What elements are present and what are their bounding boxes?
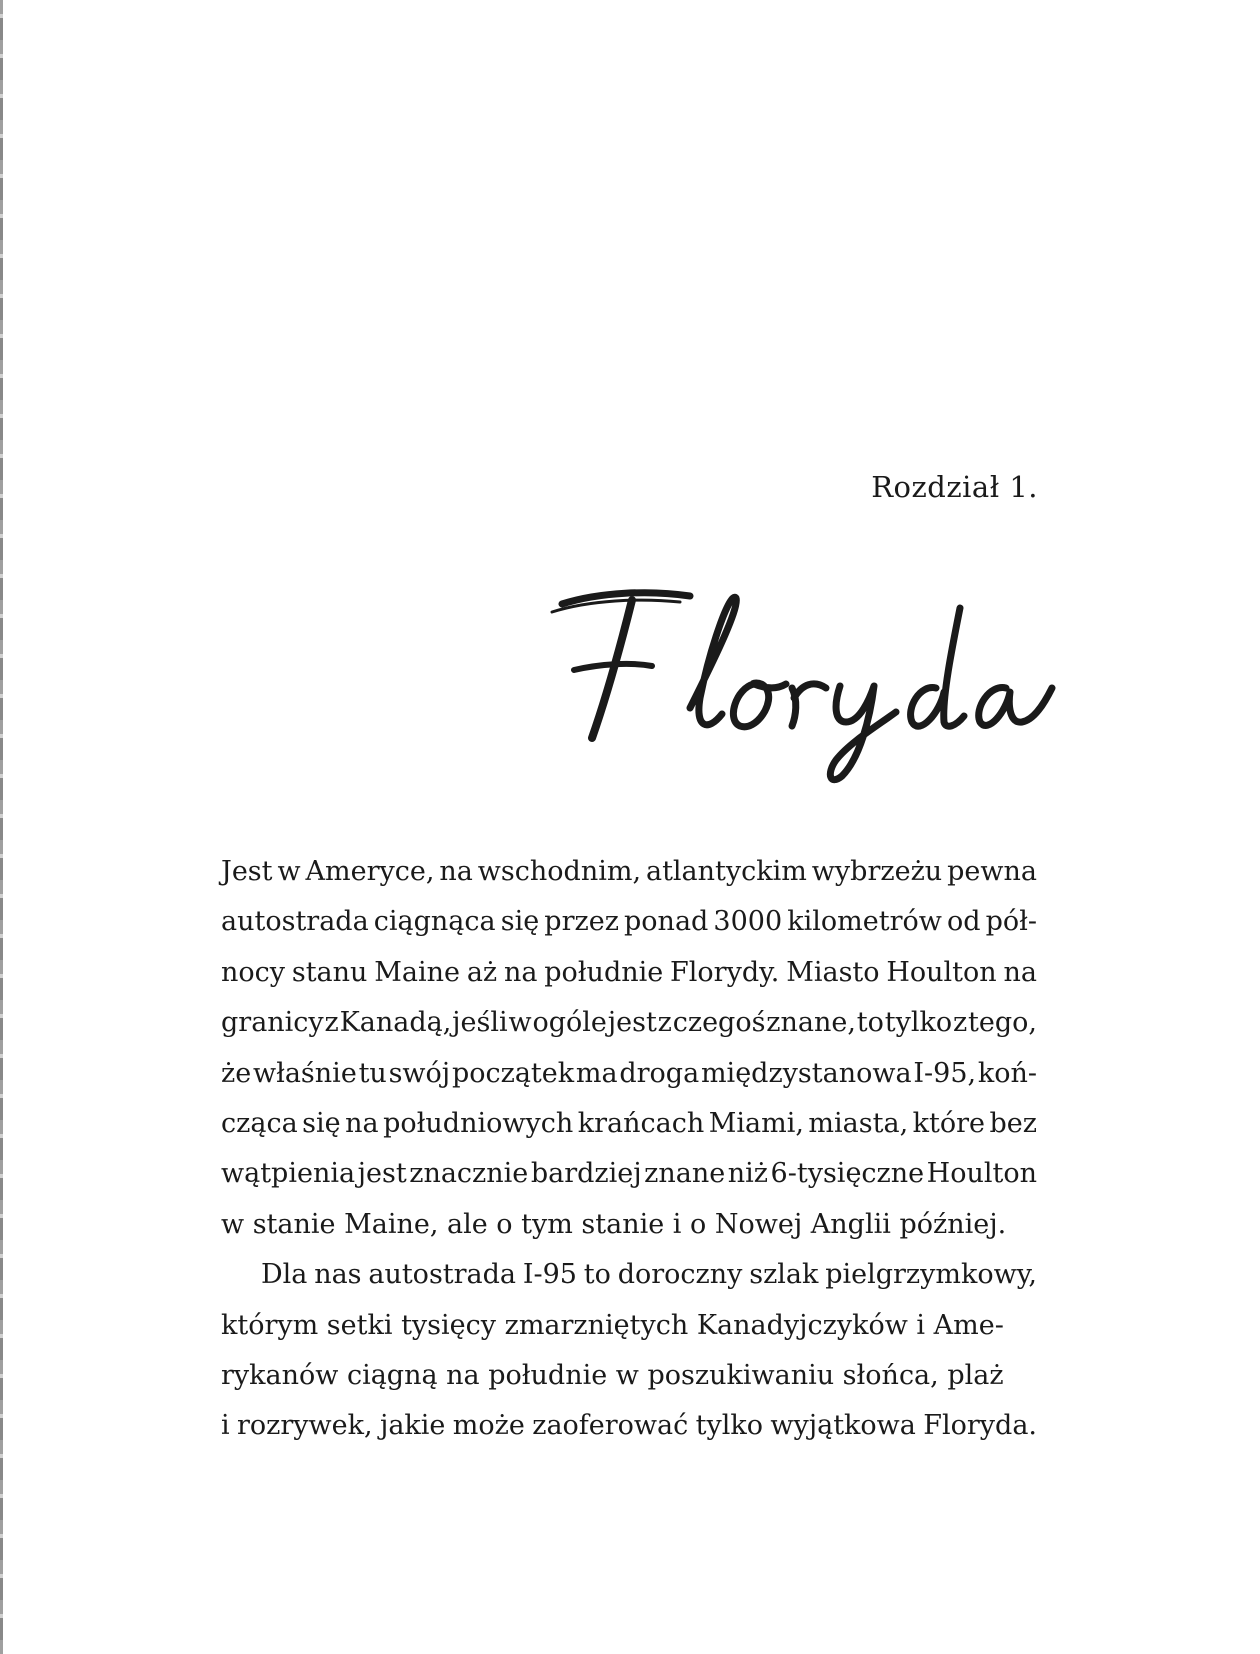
text-line: cząca się na południowych krańcach Miami, miasta, które bez bbox=[221, 1108, 1037, 1140]
paragraph-1 bbox=[221, 847, 1037, 1250]
chapter-title bbox=[540, 588, 1060, 788]
body-text bbox=[221, 847, 1037, 1452]
text-line: nocy stanu Maine aż na południe Florydy. Miasto Houlton na bbox=[221, 956, 1037, 988]
text-line: wątpienia jest znacznie bardziej znane niż 6-tysięczne Houlton bbox=[221, 1158, 1037, 1190]
chapter-number: Rozdział 1. bbox=[871, 470, 1038, 504]
text-line: autostrada ciągnąca się przez ponad 3000 kilometrów od pół- bbox=[221, 906, 1037, 938]
text-line: w stanie Maine, ale o tym stanie i o Nowej Anglii później. bbox=[221, 1208, 1007, 1240]
text-line: granicy z Kanadą, jeśli w ogóle jest z czegoś znane, to tylko z tego, bbox=[221, 1007, 1037, 1039]
text-line: Dla nas autostrada I-95 to doroczny szlak pielgrzymkowy, bbox=[261, 1259, 1037, 1291]
text-line: i rozrywek, jakie może zaoferować tylko wyjątkowa Floryda. bbox=[221, 1410, 1037, 1442]
text-line: Jest w Ameryce, na wschodnim, atlantyckim wybrzeżu pewna bbox=[221, 856, 1037, 887]
chapter-title-script bbox=[540, 588, 1060, 788]
page-edge-scan-artifact bbox=[0, 0, 3, 1654]
text-line: że właśnie tu swój początek ma droga międzystanowa I-95, koń- bbox=[221, 1057, 1037, 1089]
text-line: którym setki tysięcy zmarzniętych Kanadyjczyków i Ame- bbox=[221, 1309, 1004, 1341]
paragraph-2 bbox=[221, 1250, 1037, 1452]
text-line: rykanów ciągną na południe w poszukiwaniu słońca, plaż bbox=[221, 1360, 1004, 1392]
